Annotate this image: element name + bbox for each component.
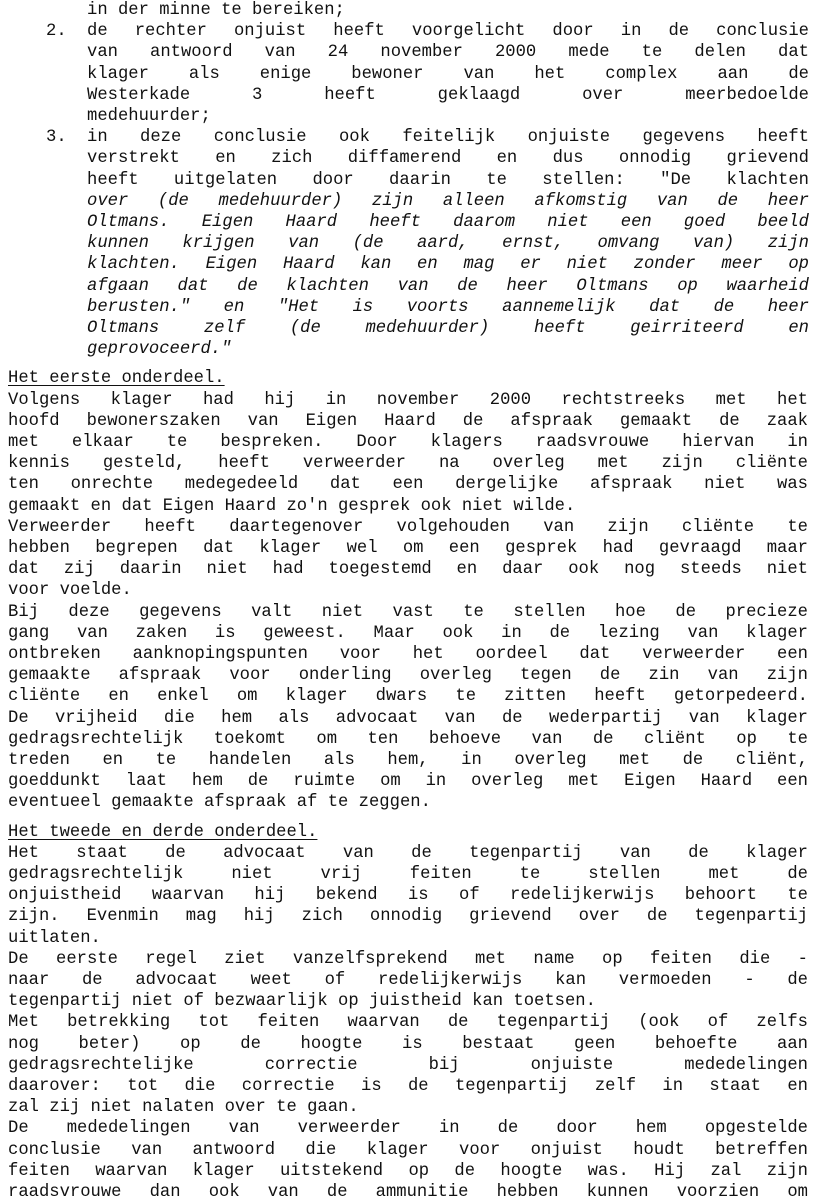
text-line: gedragsrechtelijk toekomt om ten behoeve van de cliënt op te: [8, 729, 808, 749]
text-line: cliënte en enkel om klager dwars te zitten heeft getorpedeerd.: [8, 687, 808, 707]
text-line: nog beter) op de hoogte is bestaat geen behoefte aan: [8, 1034, 808, 1054]
text-line: Westerkade 3 heeft geklaagd over meerbedoelde: [87, 85, 809, 105]
text-line: gedragsrechtelijke correctie bij onjuiste mededelingen: [8, 1055, 808, 1075]
text-line: in deze conclusie ook feitelijk onjuiste gegevens heeft: [87, 128, 809, 148]
text-line: Het staat de advocaat van de tegenpartij van de klager: [8, 843, 808, 863]
text-line: Verweerder heeft daartegenover volgehouden van zijn cliënte te: [8, 517, 808, 537]
quote-line: Oltmans zelf (de medehuurder) heeft geirriteerd en: [87, 319, 809, 338]
text-line: treden en te handelen als hem, in overleg met de cliënt,: [8, 751, 808, 770]
quote-line: over (de medehuurder) zijn alleen afkomstig van de heer: [87, 191, 809, 211]
text-line: Volgens klager had hij in november 2000 rechtstreeks met het: [8, 390, 808, 410]
text-line: raadsvrouwe dan ook van de ammunitie hebben kunnen voorzien om: [8, 1183, 808, 1202]
text-line: hoofd bewonerszaken van Eigen Haard de afspraak gemaakt de zaak: [8, 411, 808, 431]
text-line: kennis gesteld, heeft verweerder na overleg met zijn cliënte: [8, 454, 808, 474]
text-line: zijn. Evenmin mag hij zich onnodig grievend over de tegenpartij: [8, 907, 808, 927]
quote-line: klachten. Eigen Haard kan en mag er niet zonder meer op: [87, 255, 809, 275]
quote-line: geprovoceerd.": [87, 340, 232, 360]
text-line: daarover: tot die correctie is de tegenpartij zelf in staat en: [8, 1077, 808, 1096]
text-line: goeddunkt laat hem de ruimte om in overleg met Eigen Haard een: [8, 772, 808, 792]
text-line: onjuistheid waarvan hij bekend is of redelijkerwijs behoort te: [8, 886, 808, 906]
text-line: uitlaten.: [8, 928, 101, 948]
text-line: hebben begrepen dat klager wel om een gesprek had gevraagd maar: [8, 539, 808, 558]
text-line: De eerste regel ziet vanzelfsprekend met name op feiten die -: [8, 949, 808, 969]
quote-line: afgaan dat de klachten van de heer Oltmans op waarheid: [87, 276, 809, 296]
text-line: tegenpartij niet of bezwaarlijk op juistheid kan toetsen.: [8, 992, 596, 1012]
text-line: conclusie van antwoord die klager voor onjuist houdt betreffen: [8, 1140, 808, 1160]
text-line: dat zij daarin niet had toegestemd en daar ook nog steeds niet: [8, 560, 808, 580]
text-line: gang van zaken is geweest. Maar ook in de lezing van klager: [8, 623, 808, 643]
text-line: feiten waarvan klager uitstekend op de hoogte was. Hij zal zijn: [8, 1161, 808, 1181]
text-line: Met betrekking tot feiten waarvan de tegenpartij (ook of zelfs: [8, 1013, 808, 1033]
text-line: voor voelde.: [8, 581, 132, 601]
quote-line: Oltmans. Eigen Haard heeft daarom niet een goed beeld: [87, 213, 809, 232]
section-heading-eerste: Het eerste onderdeel.: [8, 369, 225, 389]
text-line: de rechter onjuist heeft voorgelicht door in de conclusie: [87, 22, 809, 42]
list-number-3: 3.: [46, 128, 67, 148]
text-line: met elkaar te bespreken. Door klagers raadsvrouwe hiervan in: [8, 433, 808, 452]
text-line: gemaakte afspraak voor onderling overleg tegen de zin van zijn: [8, 666, 808, 686]
text-line: Bij deze gegevens valt niet vast te stellen hoe de precieze: [8, 602, 808, 622]
text-line: De vrijheid die hem als advocaat van de wederpartij van klager: [8, 708, 808, 728]
text-line: medehuurder;: [87, 107, 211, 126]
text-line: gemaakt en dat Eigen Haard zo'n gesprek ook niet wilde.: [8, 496, 576, 516]
text-line: eventueel gemaakte afspraak af te zeggen.: [8, 793, 431, 813]
section-heading-tweede-derde: Het tweede en derde onderdeel.: [8, 822, 318, 842]
quote-line: kunnen krijgen van (de aard, ernst, omvang van) zijn: [87, 234, 809, 254]
text-line: naar de advocaat weet of redelijkerwijs kan vermoeden - de: [8, 971, 808, 990]
text-line: ten onrechte medegedeeld dat een dergelijke afspraak niet was: [8, 475, 808, 495]
text-line: zal zij niet nalaten over te gaan.: [8, 1098, 359, 1118]
text-line: heeft uitgelaten door daarin te stellen: "De klachten: [87, 170, 809, 190]
text-line: van antwoord van 24 november 2000 mede te delen dat: [87, 43, 809, 63]
text-line: klager als enige bewoner van het complex aan de: [87, 64, 809, 84]
list-intro-tail: in der minne te bereiken;: [87, 1, 345, 20]
list-number-2: 2.: [46, 22, 67, 42]
quote-line: berusten." en "Het is voorts aannemelijk dat de heer: [87, 297, 809, 317]
text-line: ontbreken aanknopingspunten voor het oordeel dat verweerder een: [8, 645, 808, 664]
text-line: De mededelingen van verweerder in de door hem opgestelde: [8, 1119, 808, 1139]
text-line: gedragsrechtelijk niet vrij feiten te stellen met de: [8, 865, 808, 884]
text-line: verstrekt en zich diffamerend en dus onnodig grievend: [87, 149, 809, 169]
